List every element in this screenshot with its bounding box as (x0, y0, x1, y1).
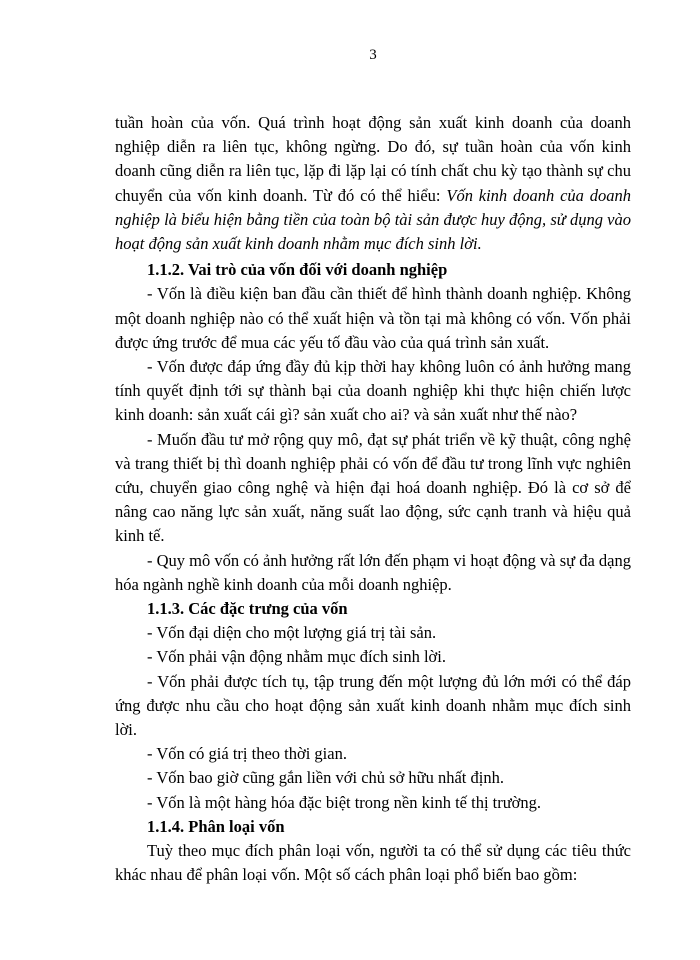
heading-1-1-2: 1.1.2. Vai trò của vốn đối với doanh nghiệp (147, 260, 448, 280)
list-item: - Vốn bao giờ cũng gắn liền với chủ sở hữu nhất định. (147, 768, 504, 788)
intro-paragraph (115, 111, 631, 256)
list-item: - Vốn phải vận động nhằm mục đích sinh lời. (147, 647, 446, 667)
intro-text: tuần hoàn của vốn. Quá trình hoạt động sản xuất kinh doanh của doanh nghiệp diễn ra liên tục, không ngừng. Do đó, sự tuần hoàn của vốn kinh doanh cũng diễn ra liên tục, lặp đi lặp lại có tính chất chu kỳ tạo thành sự chu chuyển của vốn kinh doanh. Từ đó có thể hiểu: (115, 113, 631, 205)
heading-1-1-4: 1.1.4. Phân loại vốn (147, 816, 285, 836)
paragraph: - Vốn là điều kiện ban đầu cần thiết để hình thành doanh nghiệp. Không một doanh nghiệp nào có thể xuất hiện và tồn tại mà không có vốn. Vốn phải được ứng trước để mua các yếu tố đầu vào của quá trình sản xuất. (115, 284, 631, 352)
list-item: - Vốn có giá trị theo thời gian. (147, 744, 347, 764)
paragraph: - Quy mô vốn có ảnh hưởng rất lớn đến phạm vi hoạt động và sự đa dạng hóa ngành nghề kinh doanh của mỗi doanh nghiệp. (115, 550, 631, 594)
list-item: - Vốn đại diện cho một lượng giá trị tài sản. (147, 623, 437, 643)
definition-italic: Vốn kinh doanh của doanh nghiệp là biểu hiện bằng tiền của toàn bộ tài sản được huy động, sử dụng vào hoạt động sản xuất kinh doanh nhằm mục đích sinh lời. (115, 185, 631, 254)
page-content (115, 111, 631, 888)
paragraph: - Vốn được đáp ứng đầy đủ kịp thời hay không luôn có ảnh hưởng mang tính quyết định tới sự thành bại của doanh nghiệp khi thực hiện chiến lược kinh doanh: sản xuất cái gì? sản xuất cho ai? và sản xuất như thế nào? (115, 357, 631, 425)
paragraph: - Muốn đầu tư mở rộng quy mô, đạt sự phát triển về kỹ thuật, công nghệ và trang thiết bị thì doanh nghiệp phải có vốn để đầu tư trong lĩnh vực nghiên cứu, chuyển giao công nghệ và hiện đại hoá doanh nghiệp. Đó là cơ sở để nâng cao năng lực sản xuất, năng suất lao động, sức cạnh tranh và hiệu quả kinh tế. (115, 429, 631, 546)
page-number: 3 (369, 47, 377, 63)
paragraph: Tuỳ theo mục đích phân loại vốn, người ta có thể sử dụng các tiêu thức khác nhau để phân loại vốn. Một số cách phân loại phổ biến bao gồm: (115, 841, 631, 885)
heading-1-1-3: 1.1.3. Các đặc trưng của vốn (147, 599, 348, 619)
list-item: - Vốn phải được tích tụ, tập trung đến một lượng đủ lớn mới có thể đáp ứng được nhu cầu cho hoạt động sản xuất kinh doanh nhằm mục đích sinh lời. (115, 671, 631, 740)
list-item: - Vốn là một hàng hóa đặc biệt trong nền kinh tế thị trường. (147, 792, 542, 812)
